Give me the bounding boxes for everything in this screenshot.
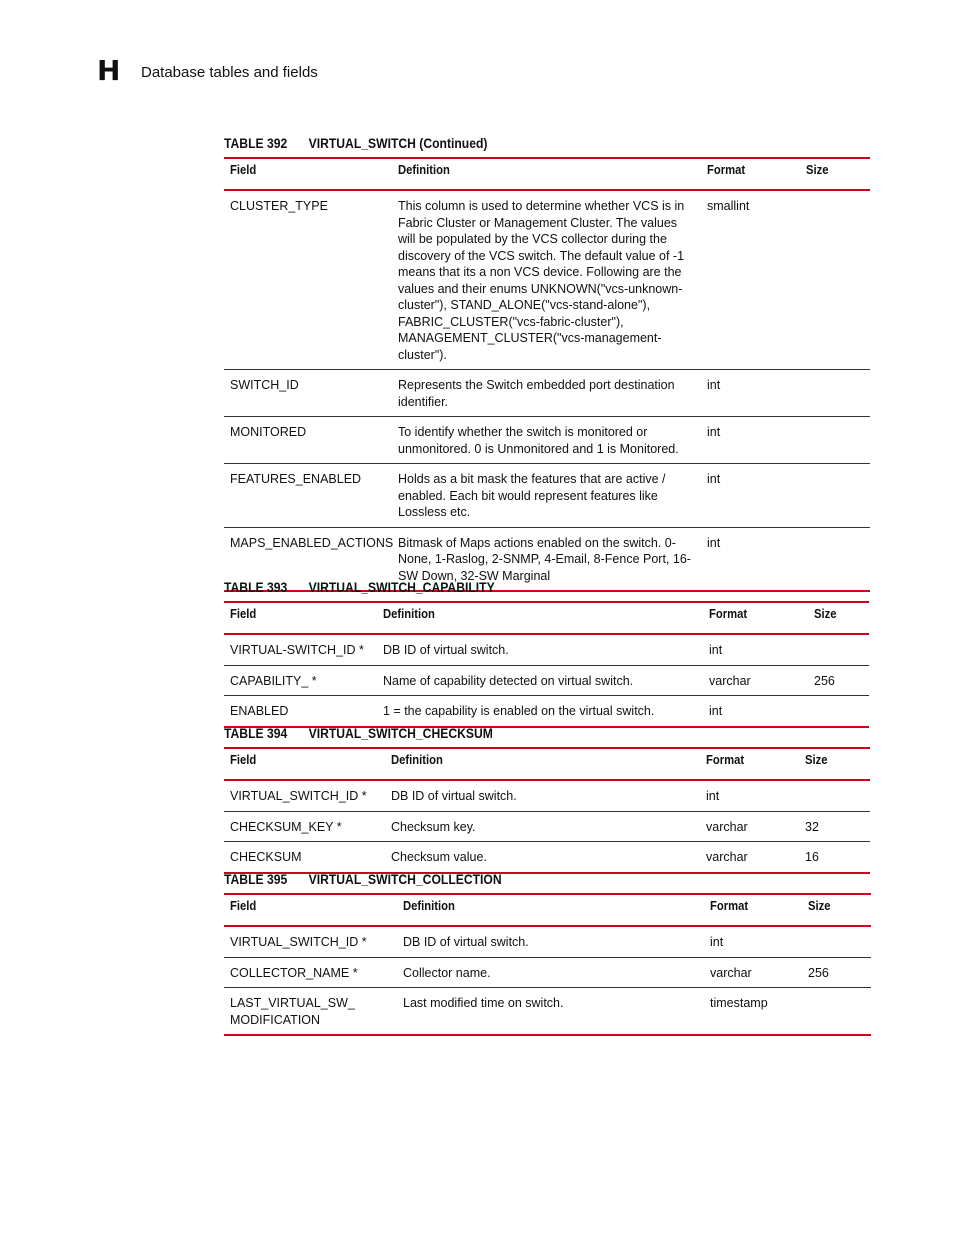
cell-definition: Last modified time on switch. [397,988,704,1036]
table-row [224,780,870,811]
cell-definition: DB ID of virtual switch. [391,789,517,803]
cell-format: int [701,464,800,528]
cell-field: ENABLED [224,696,377,727]
cell-definition: Bitmask of Maps actions enabled on the switch. 0-None, 1-Raslog, 2-SNMP, 4-Email, 8-Fence Port, 16-SW Down, 32-SW Marginal [392,527,701,591]
table-caption [224,726,493,741]
column-header-size: Size [808,602,869,634]
header-row [224,158,870,190]
cell-size: 256 [808,665,869,696]
cell-size: 256 [802,957,871,988]
cell-size: 32 [799,811,870,842]
table-number: TABLE 392 [224,136,288,151]
cell-size [808,634,869,665]
table-number: TABLE 394 [224,726,288,741]
cell-size [800,190,870,370]
data-table [224,893,871,1036]
cell-size [800,464,870,528]
cell-field: COLLECTOR_NAME * [224,957,397,988]
table-row [224,665,869,696]
cell-field: CAPABILITY_ * [224,665,377,696]
table-row [224,811,870,842]
cell-field: VIRTUAL_SWITCH_ID * [230,935,367,949]
column-header-field: Field [224,894,397,926]
header-row [224,894,871,926]
cell-size [800,527,870,591]
table-row [224,957,871,988]
data-table [224,747,870,874]
table-name: VIRTUAL_SWITCH_COLLECTION [308,872,502,887]
table-row [224,370,870,417]
table-number: TABLE 395 [224,872,288,887]
column-header-size: Size [802,894,871,926]
cell-definition: Checksum key. [385,811,700,842]
table-row [224,417,870,464]
cell-format: varchar [703,665,808,696]
cell-field: FEATURES_ENABLED [224,464,392,528]
table-row [224,988,871,1036]
cell-field: VIRTUAL_SWITCH_ID * [230,789,367,803]
cell-definition: Checksum value. [385,842,700,873]
cell-field: LAST_VIRTUAL_SW_ MODIFICATION [224,988,397,1036]
column-header-definition: Definition [392,158,701,190]
cell-field: CLUSTER_TYPE [230,199,328,213]
table-row [224,696,869,727]
cell-definition: Collector name. [397,957,704,988]
column-header-format: Format [703,602,808,634]
cell-definition: DB ID of virtual switch. [383,643,509,657]
table-row [224,842,870,873]
column-header-size: Size [799,748,870,780]
cell-definition: This column is used to determine whether VCS is in Fabric Cluster or Management Cluster. The values will be populated by the VCS collector during the discovery of the VCS switch. The default value of -1 means that its a non VCS device. Following are the values and their enums UNKNOWN("vcs-unknown-cluster"), STAND_ALONE("vcs-stand-alone"), FABRIC_CLUSTER("vcs-fabric-cluster"), MANAGEMENT_CLUSTER("vcs-management-cluster"). [398,199,685,362]
cell-size: 16 [799,842,870,873]
cell-definition: To identify whether the switch is monitored or unmonitored. 0 is Unmonitored and 1 is Monitored. [392,417,701,464]
cell-field: MAPS_ENABLED_ACTIONS [224,527,392,591]
cell-format: int [701,417,800,464]
column-header-definition: Definition [377,602,703,634]
column-header-field: Field [224,158,392,190]
column-header-format: Format [700,748,799,780]
table-row [224,926,871,957]
data-table [224,157,870,592]
table-row [224,464,870,528]
table-name: VIRTUAL_SWITCH_CHECKSUM [308,726,493,741]
cell-definition: Holds as a bit mask the features that are active / enabled. Each bit would represent features like Lossless etc. [392,464,701,528]
cell-size [799,780,870,811]
cell-field: CHECKSUM_KEY * [224,811,385,842]
header-row [224,748,870,780]
cell-definition: DB ID of virtual switch. [403,935,529,949]
table-number: TABLE 393 [224,580,288,595]
column-header-field: Field [224,748,385,780]
cell-format: int [701,370,800,417]
cell-format: varchar [700,811,799,842]
cell-size [802,988,871,1036]
cell-definition: Represents the Switch embedded port destination identifier. [392,370,701,417]
column-header-size: Size [800,158,870,190]
cell-size [808,696,869,727]
data-table [224,601,869,728]
cell-size [800,417,870,464]
cell-field: CHECKSUM [224,842,385,873]
cell-format: varchar [704,957,802,988]
column-header-format: Format [704,894,802,926]
cell-field: VIRTUAL-SWITCH_ID * [230,643,364,657]
header-row [224,602,869,634]
cell-format: int [710,935,724,949]
column-header-definition: Definition [397,894,704,926]
table-name: VIRTUAL_SWITCH (Continued) [308,136,488,151]
cell-format: smallint [707,199,750,213]
table-caption [224,136,487,151]
cell-size [800,370,870,417]
column-header-definition: Definition [385,748,700,780]
cell-format: varchar [700,842,799,873]
table-row [224,634,869,665]
cell-field: SWITCH_ID [224,370,392,417]
cell-format: int [703,696,808,727]
table-caption [224,872,502,887]
column-header-field: Field [224,602,377,634]
cell-size [802,926,871,957]
cell-format: timestamp [704,988,802,1036]
cell-format: int [709,643,723,657]
cell-definition: Name of capability detected on virtual switch. [377,665,703,696]
running-header-title: Database tables and fields [141,64,318,81]
chapter-letter: H [97,54,121,87]
cell-format: int [706,789,720,803]
cell-field: MONITORED [224,417,392,464]
column-header-format: Format [701,158,800,190]
cell-definition: 1 = the capability is enabled on the virtual switch. [377,696,703,727]
cell-format: int [701,527,800,591]
table-name: VIRTUAL_SWITCH_CAPABILITY [308,580,495,595]
table-caption [224,580,495,595]
table-row [224,190,870,370]
